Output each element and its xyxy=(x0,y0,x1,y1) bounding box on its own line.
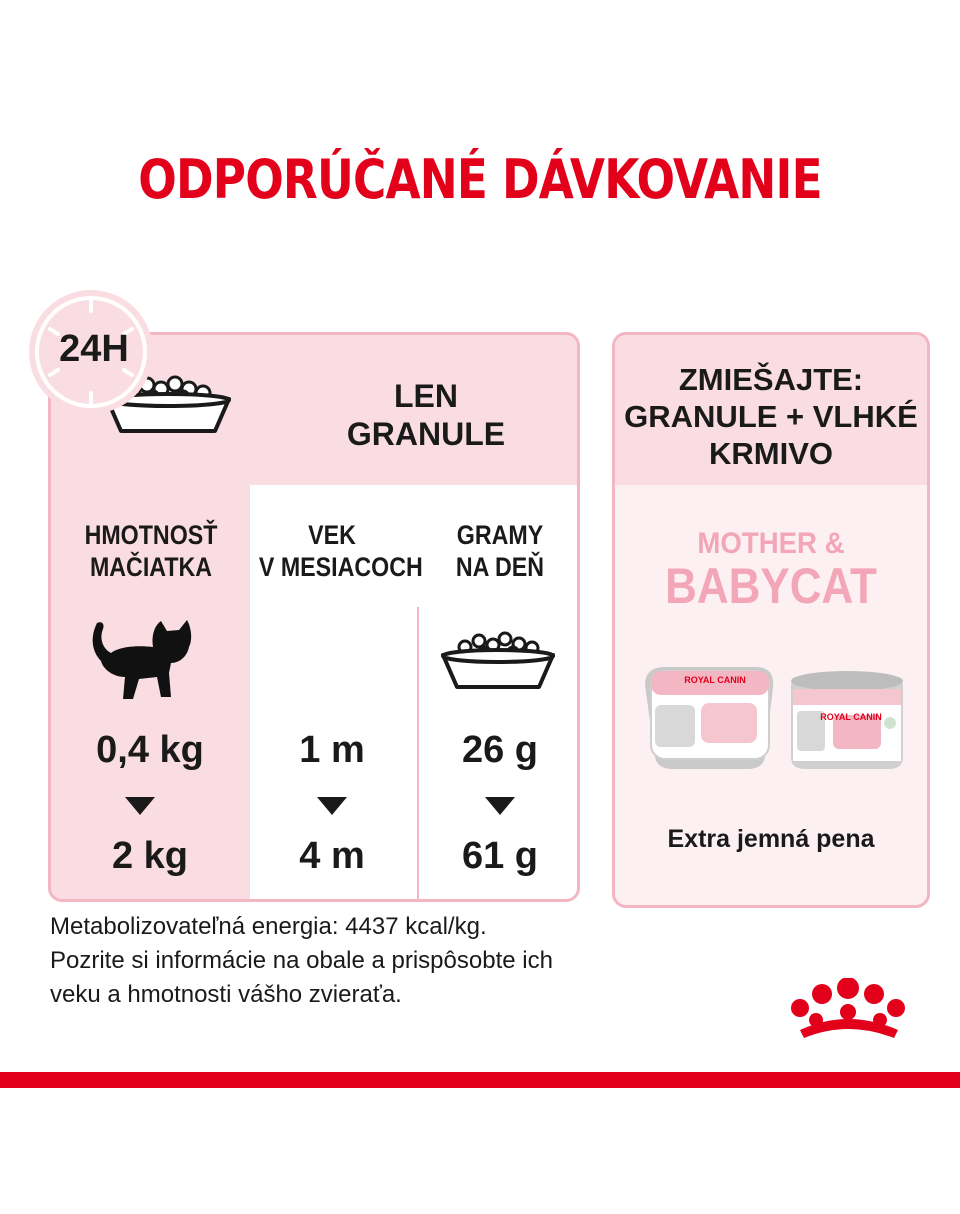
product-name-line-2: BABYCAT xyxy=(665,558,877,614)
tray-brand-label: ROYAL CANIN xyxy=(684,675,746,685)
mix-line-2: GRANULE + VLHKÉ xyxy=(624,399,918,434)
kitten-icon xyxy=(83,617,201,709)
weight-header xyxy=(74,519,229,583)
age-from: 1 m xyxy=(299,729,365,771)
product-caption: Extra jemná pena xyxy=(667,825,875,853)
weight-from: 0,4 kg xyxy=(96,729,204,771)
age-to: 4 m xyxy=(299,835,365,877)
mix-card xyxy=(612,332,930,908)
note-line-3: veku a hmotnosti vášho zvieraťa. xyxy=(50,981,402,1008)
grams-header-line-1: GRAMY xyxy=(456,520,544,550)
note-line-2: Pozrite si informácie na obale a prispôsobte ich xyxy=(50,947,553,974)
product-name-line-1: MOTHER & xyxy=(697,527,845,560)
bottom-red-bar xyxy=(0,1072,960,1088)
can-brand-label: ROYAL CANIN xyxy=(820,712,882,722)
weight-header-line-1: HMOTNOSŤ xyxy=(84,520,218,550)
grams-from: 26 g xyxy=(461,729,539,771)
grams-header xyxy=(429,519,572,583)
age-header xyxy=(258,519,423,583)
grams-to: 61 g xyxy=(461,835,539,877)
kibble-only-heading xyxy=(311,377,541,453)
mix-heading xyxy=(615,361,927,472)
mix-line-3: KRMIVO xyxy=(709,436,833,471)
heading-line-1: LEN xyxy=(394,378,458,414)
badge-24h: 24H xyxy=(59,328,129,370)
mix-line-1: ZMIEŠAJTE: xyxy=(678,362,864,397)
weight-to: 2 kg xyxy=(111,835,189,877)
heading-line-2: GRANULE xyxy=(346,416,506,452)
age-header-line-1: VEK xyxy=(308,520,356,550)
arrow-down-icon xyxy=(485,797,515,815)
arrow-down-icon xyxy=(317,797,347,815)
page-title: ODPORÚČANÉ DÁVKOVANIE xyxy=(138,148,822,211)
bowl-icon-2 xyxy=(439,625,557,693)
weight-header-line-2: MAČIATKA xyxy=(89,552,213,582)
brand-crown-logo xyxy=(786,978,916,1048)
kibble-only-card xyxy=(48,332,580,902)
grams-header-line-2: NA DEŇ xyxy=(455,552,545,582)
arrow-down-icon xyxy=(125,797,155,815)
note-line-1: Metabolizovateľná energia: 4437 kcal/kg. xyxy=(50,913,487,940)
energy-note xyxy=(50,910,690,1012)
age-header-line-2: V MESIACOCH xyxy=(258,552,423,582)
